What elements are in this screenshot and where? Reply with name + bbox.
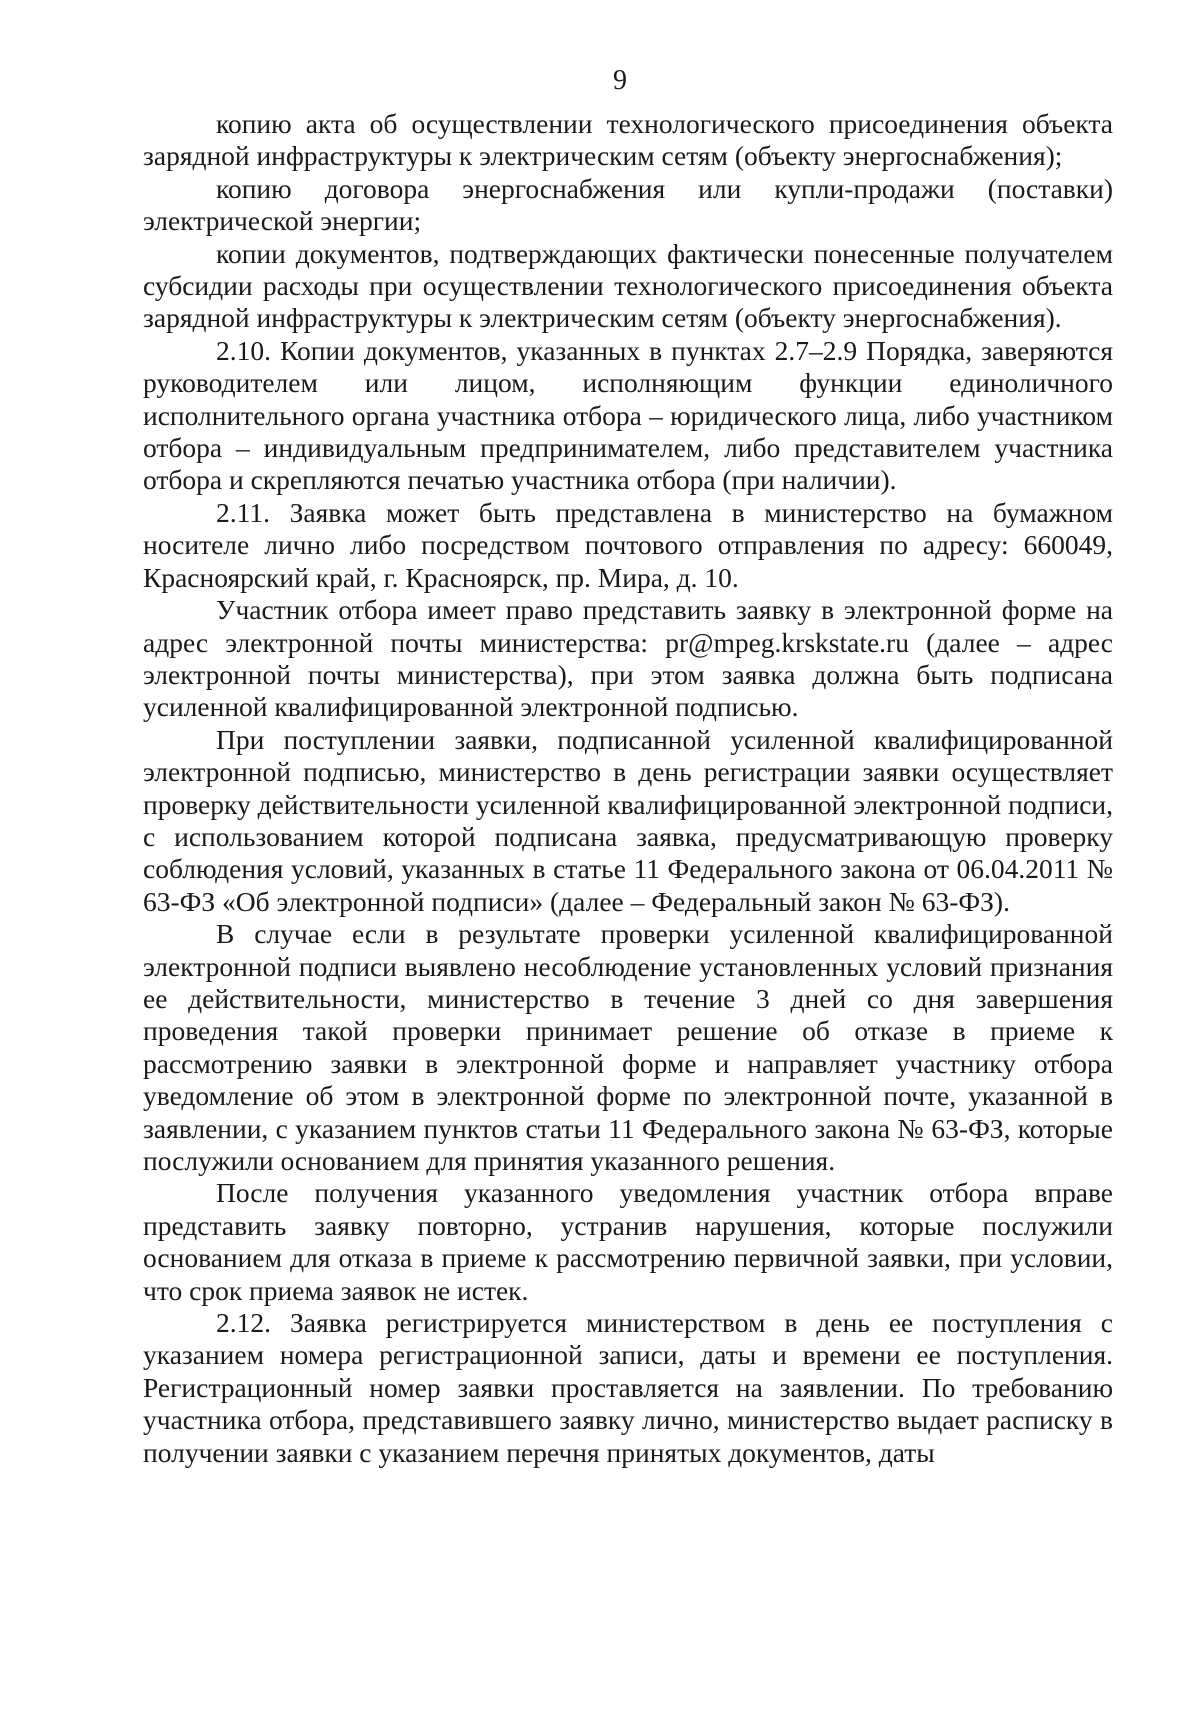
paragraph: После получения указанного уведомления участник отбора вправе представить заявку повторно, устранив нарушения, которые послужили основанием для отказа в приеме к рассмотрению первичной заявки, при условии, что срок приема заявок не истек. (143, 1177, 1113, 1306)
paragraph: копии документов, подтверждающих фактически понесенные получателем субсидии расходы при осуществлении технологического присоединения объекта зарядной инфраструктуры к электрическим сетям (объекту энергоснабжения). (143, 237, 1113, 334)
paragraph: копию договора энергоснабжения или купли-продажи (поставки) электрической энергии; (143, 172, 1113, 237)
paragraph: 2.10. Копии документов, указанных в пунктах 2.7–2.9 Порядка, заверяются руководителем или лицом, исполняющим функции единоличного исполнительного органа участника отбора – юридического лица, либо участником отбора – индивидуальным предпринимателем, либо представителем участника отбора и скрепляются печатью участника отбора (при наличии). (143, 334, 1113, 496)
paragraph: В случае если в результате проверки усиленной квалифицированной электронной подписи выявлено несоблюдение установленных условий признания ее действительности, министерство в течение 3 дней со дня завершения проведения такой проверки принимает решение об отказе в приеме к рассмотрению заявки в электронной форме и направляет участнику отбора уведомление об этом в электронной форме по электронной почте, указанной в заявлении, с указанием пунктов статьи 11 Федерального закона № 63-ФЗ, которые послужили основанием для принятия указанного решения. (143, 918, 1113, 1176)
paragraph: Участник отбора имеет право представить заявку в электронной форме на адрес электронной почты министерства: pr@mpeg.krskstate.ru (далее – адрес электронной почты министерства), при этом заявка должна быть подписана усиленной квалифицированной электронной подписью. (143, 594, 1113, 723)
paragraph: 2.11. Заявка может быть представлена в министерство на бумажном носителе лично либо посредством почтового отправления по адресу: 660049, Красноярский край, г. Красноярск, пр. Мира, д. 10. (143, 496, 1113, 593)
page-number: 9 (613, 65, 627, 96)
paragraph: копию акта об осуществлении технологического присоединения объекта зарядной инфраструктуры к электрическим сетям (объекту энергоснабжения); (143, 108, 1113, 172)
document-body (143, 108, 1113, 1469)
paragraph: При поступлении заявки, подписанной усиленной квалифицированной электронной подписью, министерство в день регистрации заявки осуществляет проверку действительности усиленной квалифицированной электронной подписи, с использованием которой подписана заявка, предусматривающую проверку соблюдения условий, указанных в статье 11 Федерального закона от 06.04.2011 № 63-ФЗ «Об электронной подписи» (далее – Федеральный закон № 63-ФЗ). (143, 723, 1113, 917)
paragraph: 2.12. Заявка регистрируется министерством в день ее поступления с указанием номера регистрационной записи, даты и времени ее поступления. Регистрационный номер заявки проставляется на заявлении. По требованию участника отбора, представившего заявку лично, министерство выдает расписку в получении заявки с указанием перечня принятых документов, даты (143, 1307, 1113, 1468)
